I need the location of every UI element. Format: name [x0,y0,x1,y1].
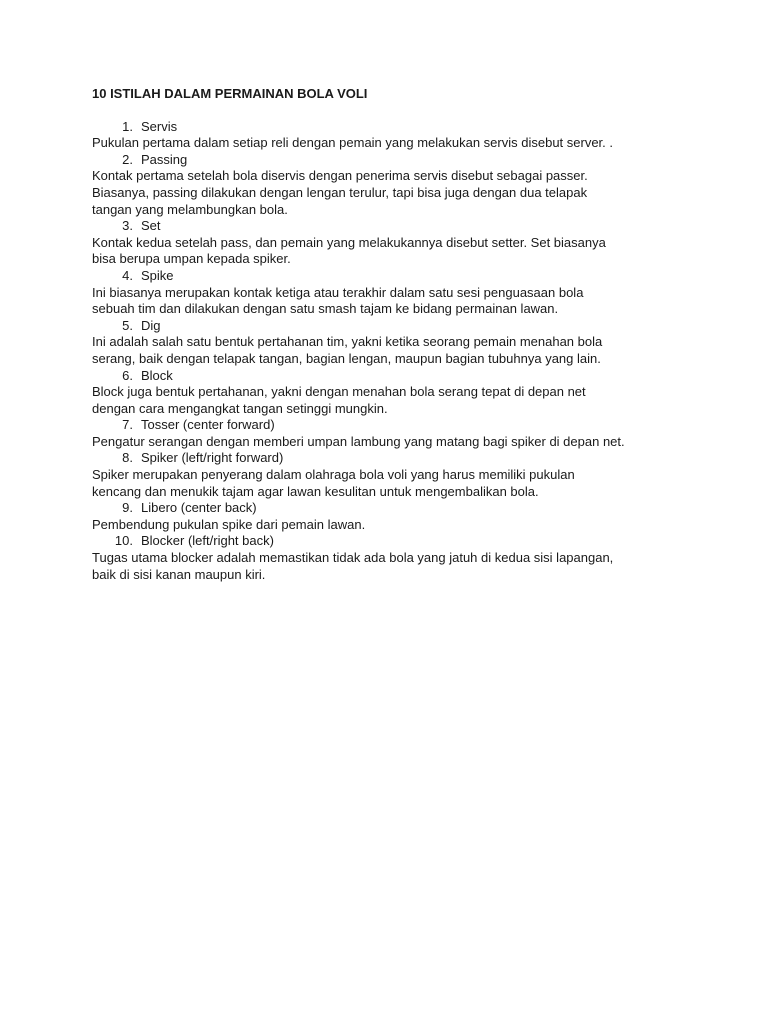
term-description-line: Block juga bentuk pertahanan, yakni dengan menahan bola serang tepat di depan net [92,384,586,400]
term-heading [92,218,692,235]
term-number: 5. [122,317,133,333]
term-description-line: Ini biasanya merupakan kontak ketiga atau terakhir dalam satu sesi penguasaan bola [92,284,584,300]
document-title: 10 ISTILAH DALAM PERMAINAN BOLA VOLI [92,86,368,101]
term-description-line: serang, baik dengan telapak tangan, bagian lengan, maupun bagian tubuhnya yang lain. [92,350,601,366]
term-description-line: bisa berupa umpan kepada spiker. [92,251,291,267]
term-description-line: Pengatur serangan dengan memberi umpan lambung yang matang bagi spiker di depan net. [92,433,625,449]
term-heading [92,119,692,136]
term-label: Blocker (left/right back) [141,533,274,549]
term-number: 2. [122,151,133,167]
term-label: Servis [141,118,178,134]
document-content [92,86,692,583]
term-label: Passing [141,151,188,167]
term-heading [92,450,692,467]
term-description-line: sebuah tim dan dilakukan dengan satu smash tajam ke bidang permainan lawan. [92,301,559,317]
term-label: Spike [141,267,174,283]
terms-list [92,119,692,584]
term-description-line: tangan yang melambungkan bola. [92,201,288,217]
term-number: 7. [122,417,133,433]
term-number: 1. [122,118,133,134]
term-number: 8. [122,450,133,466]
term-heading [92,268,692,285]
term-number: 9. [122,500,133,516]
term-label: Dig [141,317,161,333]
term-label: Block [141,367,173,383]
term-heading [92,152,692,169]
term-description-line: dengan cara mengangkat tangan setinggi mungkin. [92,400,388,416]
term-number: 10. [114,533,133,549]
term-number: 6. [122,367,133,383]
term-heading [92,318,692,335]
term-description-line: Kontak pertama setelah bola diservis dengan penerima servis disebut sebagai passer. [92,168,588,184]
term-heading [92,417,692,434]
term-label: Tosser (center forward) [141,417,275,433]
term-description-line: baik di sisi kanan maupun kiri. [92,566,266,582]
term-heading [92,368,692,385]
term-description-line: kencang dan menukik tajam agar lawan kesulitan untuk mengembalikan bola. [92,483,539,499]
term-description-line: Biasanya, passing dilakukan dengan lengan terulur, tapi bisa juga dengan dua telapak [92,184,588,200]
term-heading [92,500,692,517]
term-label: Libero (center back) [141,500,257,516]
term-label: Spiker (left/right forward) [141,450,284,466]
term-heading [92,533,692,550]
term-description-line: Ini adalah salah satu bentuk pertahanan tim, yakni ketika seorang pemain menahan bola [92,334,603,350]
term-description-line: Pukulan pertama dalam setiap reli dengan pemain yang melakukan servis disebut server. . [92,135,614,151]
term-description-line: Spiker merupakan penyerang dalam olahraga bola voli yang harus memiliki pukulan [92,467,575,483]
term-description-line: Tugas utama blocker adalah memastikan tidak ada bola yang jatuh di kedua sisi lapangan, [92,550,614,566]
term-number: 3. [122,218,133,234]
term-description-line: Kontak kedua setelah pass, dan pemain yang melakukannya disebut setter. Set biasanya [92,234,606,250]
term-number: 4. [122,267,133,283]
term-label: Set [141,218,161,234]
term-description-line: Pembendung pukulan spike dari pemain lawan. [92,516,366,532]
